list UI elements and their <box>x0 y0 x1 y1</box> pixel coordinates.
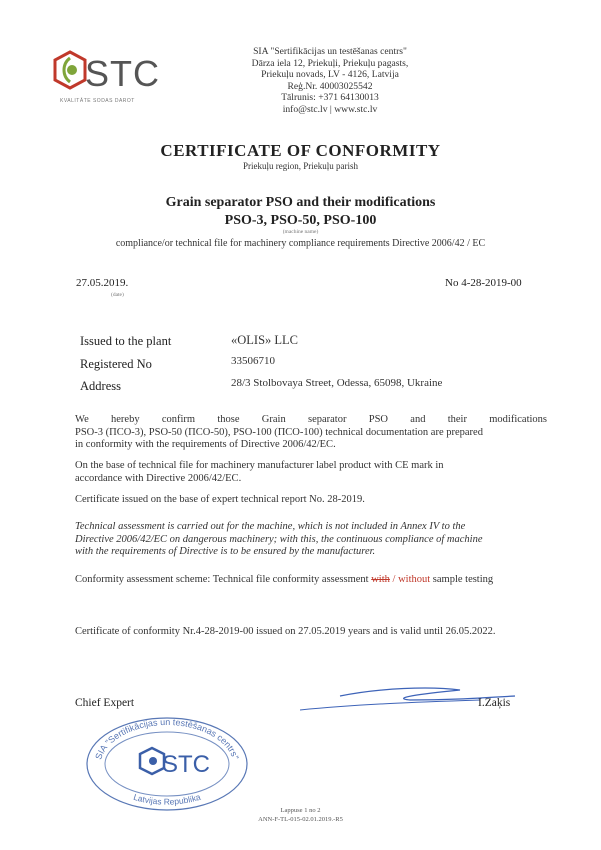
date-caption: (date) <box>111 292 124 298</box>
product-line-1: Grain separator PSO and their modifications <box>165 195 436 210</box>
para4-line-2: Directive 2006/42/EC on dangerous machinery; with this, the continuous compliance of machine <box>75 533 483 545</box>
org-reg-number: Reģ.Nr. 40003025542 <box>287 80 373 92</box>
technical-assessment-paragraph <box>75 521 547 559</box>
logo-tagline: KVALITĀTE SODAS DAROT <box>60 98 135 104</box>
handwritten-signature <box>300 676 540 716</box>
svg-text:Latvijas Republika <box>132 792 202 807</box>
page-indicator: Lappuse 1 no 2 <box>280 807 321 814</box>
field-value-address: 28/3 Stolbovaya Street, Odessa, 65098, Ukraine <box>231 377 443 389</box>
field-value-plant: «OLIS» LLC <box>231 333 299 347</box>
org-name: SIA "Sertifikācijas un testēšanas centrs" <box>253 46 407 57</box>
product-line-2: PSO-3, PSO-50, PSO-100 <box>224 213 377 228</box>
ce-mark-paragraph <box>75 460 547 485</box>
field-value-registered: 33506710 <box>231 355 275 367</box>
para4-line-3: with the requirements of Directive is to be ensured by the manufacturer. <box>75 546 376 557</box>
para1-line-2: PSO-3 (ПСО-3), PSO-50 (ПСО-50), PSO-100 (ПСО-100) technical documentation are prepared <box>75 426 483 438</box>
org-phone: Tālrunis: +371 64130013 <box>281 92 379 104</box>
stamp-arc-bottom: Latvijas Republika <box>132 791 202 807</box>
assessment-scheme <box>75 574 547 587</box>
scheme-prefix: Conformity assessment scheme: Technical file conformity assessment <box>75 574 372 585</box>
field-label-address: Address <box>80 379 121 393</box>
para2-line-2: accordance with Directive 2006/42/EC. <box>75 472 242 484</box>
certificate-number: No 4-28-2019-00 <box>445 277 522 289</box>
certificate-subtitle: Priekuļu region, Priekuļu parish <box>243 161 358 171</box>
para4-line-1: Technical assessment is carried out for the machine, which is not included in Annex IV to the <box>75 521 466 532</box>
compliance-line: compliance/or technical file for machinery compliance requirements Directive 2006/42 / EC <box>115 238 486 249</box>
scheme-suffix: sample testing <box>430 574 494 585</box>
stamp-hexagon-icon <box>140 748 164 774</box>
para1-line-1: We hereby confirm those Grain separator PSO and their modifications <box>75 414 547 425</box>
signatory-role: Chief Expert <box>75 697 135 709</box>
certificate-title: CERTIFICATE OF CONFORMITY <box>160 141 441 160</box>
scheme-selected-option: without <box>398 574 431 585</box>
confirmation-paragraph <box>75 414 547 452</box>
scheme-struck-option: with <box>371 574 390 585</box>
organization-address <box>190 46 470 116</box>
org-street: Dārza iela 12, Priekuļi, Priekuļu pagasts, <box>251 57 409 69</box>
stc-logo <box>52 50 172 110</box>
validity-statement: Certificate of conformity Nr.4-28-2019-00 issued on 27.05.2019 years and is valid until 26.05.2022. <box>75 626 496 637</box>
stamp-arc-top: SIA "Sertifikācijas un testēšanas centrs" <box>93 716 241 761</box>
official-stamp <box>82 712 252 812</box>
expert-report-paragraph: Certificate issued on the base of expert technical report No. 28-2019. <box>75 494 365 505</box>
stamp-center-text: STC <box>162 751 210 778</box>
machine-name-caption: (machine name) <box>282 229 319 235</box>
org-region: Priekuļu novads, LV - 4126, Latvija <box>261 69 399 81</box>
page-footer <box>0 806 601 824</box>
field-label-registered: Registered No <box>80 357 152 371</box>
para1-line-3: in conformity with the requirements of Directive 2006/42/EC. <box>75 439 336 450</box>
logo-wordmark: STC <box>85 53 160 94</box>
form-code: ANN-F-TL-015-02.01.2019.-R5 <box>258 816 343 823</box>
para2-line-1: On the base of technical file for machinery manufacturer label product with CE mark in <box>75 460 444 471</box>
field-label-plant: Issued to the plant <box>80 334 172 348</box>
org-contacts: info@stc.lv | www.stc.lv <box>282 103 378 115</box>
certificate-date: 27.05.2019. <box>76 277 129 289</box>
product-name <box>0 194 601 230</box>
scheme-slash: / <box>389 574 399 585</box>
stc-hexagon-icon <box>52 50 88 90</box>
signatory-name: I.Zaķis <box>478 697 511 709</box>
